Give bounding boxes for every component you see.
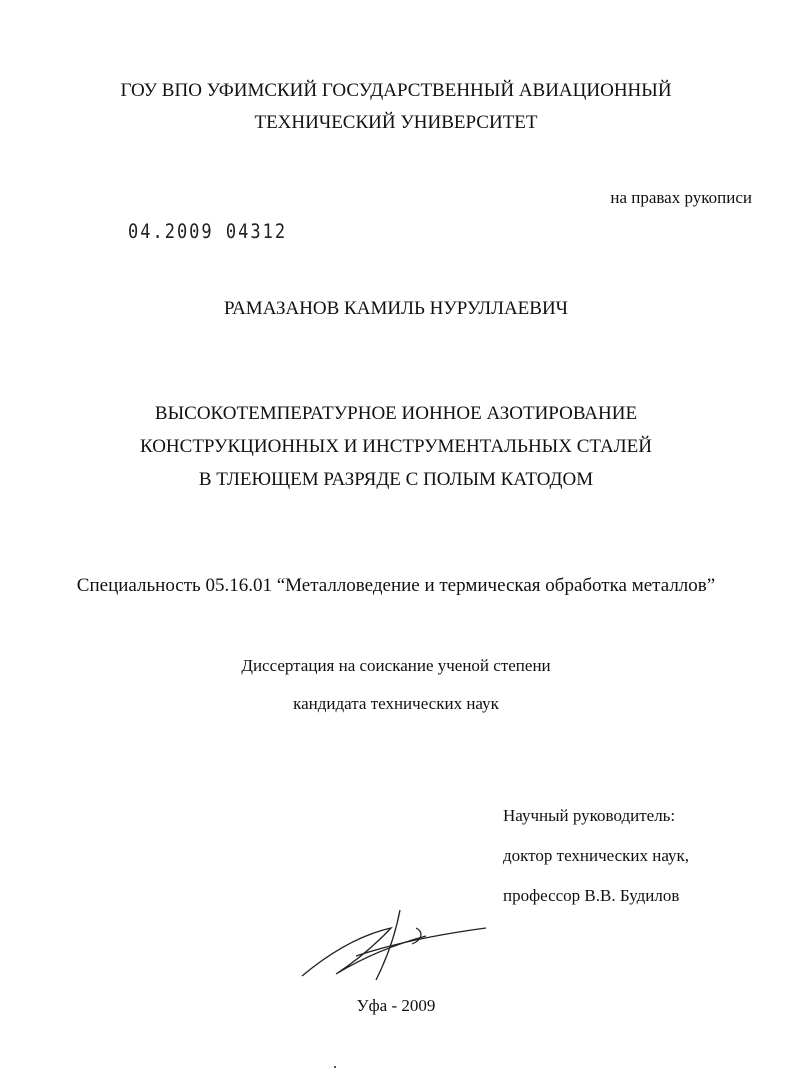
advisor-degree: доктор технических наук, <box>503 846 690 865</box>
university-name-line-2: ТЕХНИЧЕСКИЙ УНИВЕРСИТЕТ <box>254 112 538 133</box>
specialty-line: Специальность 05.16.01 “Металловедение и термическая обработка металлов” <box>76 575 716 596</box>
place-and-year: Уфа - 2009 <box>356 996 436 1015</box>
thesis-title-line-1: ВЫСОКОТЕМПЕРАТУРНОЕ ИОННОЕ АЗОТИРОВАНИЕ <box>154 403 638 424</box>
degree-line-1: Диссертация на соискание ученой степени <box>241 656 551 675</box>
rights-note: на правах рукописи <box>610 188 752 207</box>
thesis-title-line-3: В ТЛЕЮЩЕМ РАЗРЯДЕ С ПОЛЫМ КАТОДОМ <box>198 469 594 490</box>
university-name-line-1: ГОУ ВПО УФИМСКИЙ ГОСУДАРСТВЕННЫЙ АВИАЦИОННЫЙ <box>120 80 672 101</box>
degree-line-2: кандидата технических наук <box>293 694 499 713</box>
signature-icon <box>296 906 492 984</box>
scan-speck <box>334 1066 336 1068</box>
advisor-name: профессор В.В. Будилов <box>503 886 680 905</box>
registration-stamp: 04.2009 04312 <box>128 220 288 244</box>
author-name: РАМАЗАНОВ КАМИЛЬ НУРУЛЛАЕВИЧ <box>223 298 569 319</box>
advisor-label: Научный руководитель: <box>503 806 676 825</box>
thesis-title-line-2: КОНСТРУКЦИОННЫХ И ИНСТРУМЕНТАЛЬНЫХ СТАЛЕЙ <box>140 436 652 457</box>
